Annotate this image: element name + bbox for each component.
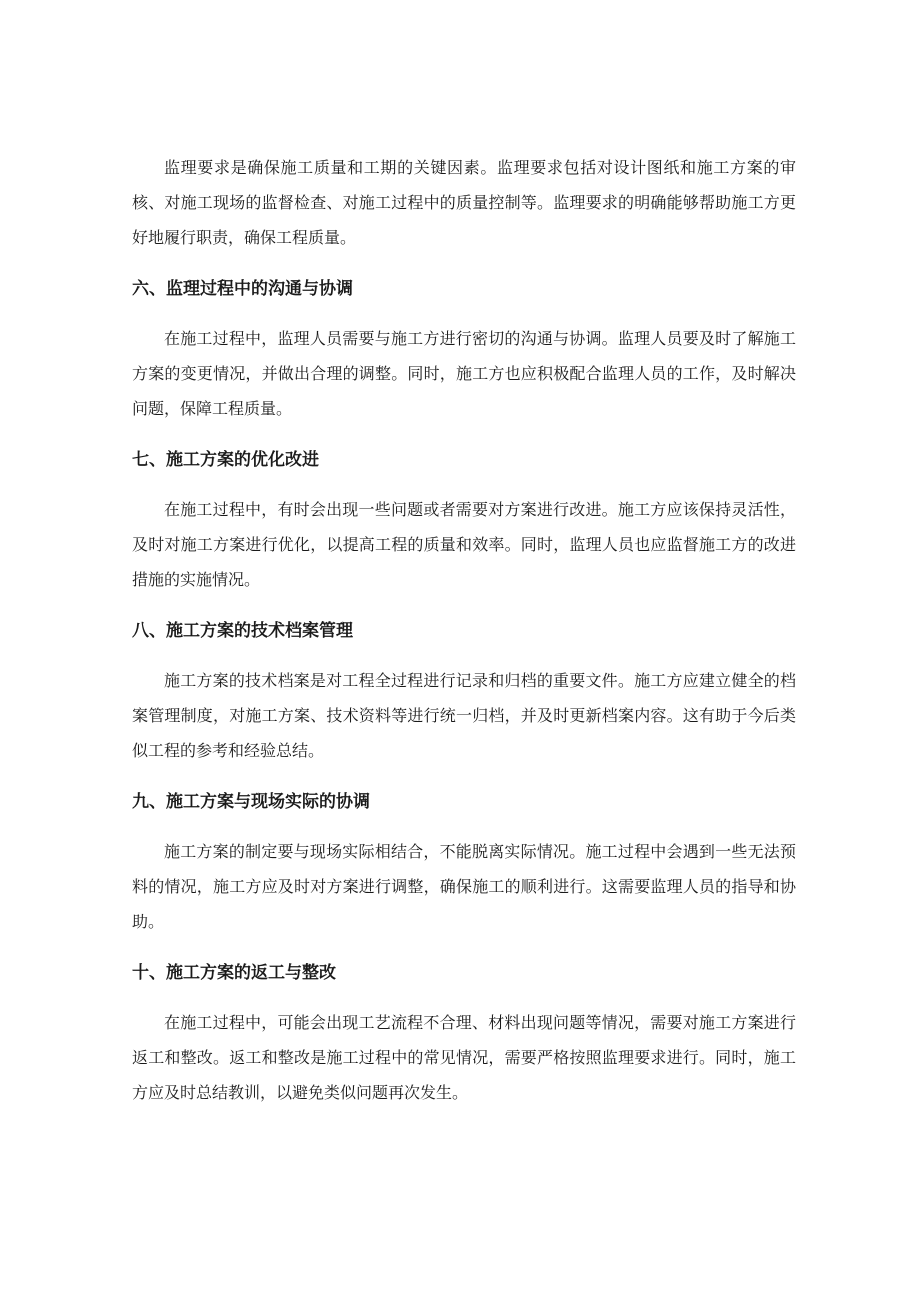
section-heading: 七、施工方案的优化改进 — [132, 450, 319, 470]
section-paragraph: 在施工过程中，监理人员需要与施工方进行密切的沟通与协调。监理人员要及时了解施工方案的变更情况，并做出合理的调整。同时，施工方也应积极配合监理人员的工作，及时解决问题，保障工程质量。 — [132, 329, 796, 418]
section-6 — [132, 277, 796, 426]
section-9 — [132, 790, 796, 939]
section-paragraph: 施工方案的技术档案是对工程全过程进行记录和归档的重要文件。施工方应建立健全的档案管理制度，对施工方案、技术资料等进行统一归档，并及时更新档案内容。这有助于今后类似工程的参考和经验总结。 — [132, 671, 796, 760]
section-7 — [132, 448, 796, 597]
section-paragraph: 在施工过程中，有时会出现一些问题或者需要对方案进行改进。施工方应该保持灵活性，及时对施工方案进行优化，以提高工程的质量和效率。同时，监理人员也应监督施工方的改进措施的实施情况。 — [132, 500, 796, 589]
section-8 — [132, 619, 796, 768]
section-10 — [132, 961, 796, 1110]
section-paragraph: 在施工过程中，可能会出现工艺流程不合理、材料出现问题等情况，需要对施工方案进行返工和整改。返工和整改是施工过程中的常见情况，需要严格按照监理要求进行。同时，施工方应及时总结教训，以避免类似问题再次发生。 — [132, 1013, 796, 1102]
section-heading: 八、施工方案的技术档案管理 — [132, 621, 353, 641]
section-heading: 十、施工方案的返工与整改 — [132, 963, 336, 983]
intro-paragraph: 监理要求是确保施工质量和工期的关键因素。监理要求包括对设计图纸和施工方案的审核、对施工现场的监督检查、对施工过程中的质量控制等。监理要求的明确能够帮助施工方更好地履行职责，确保工程质量。 — [132, 158, 796, 247]
section-paragraph: 施工方案的制定要与现场实际相结合，不能脱离实际情况。施工过程中会遇到一些无法预料的情况，施工方应及时对方案进行调整，确保施工的顺利进行。这需要监理人员的指导和协助。 — [132, 842, 796, 931]
document-body — [132, 150, 796, 1110]
section-heading: 六、监理过程中的沟通与协调 — [132, 279, 353, 299]
section-heading: 九、施工方案与现场实际的协调 — [132, 792, 370, 812]
